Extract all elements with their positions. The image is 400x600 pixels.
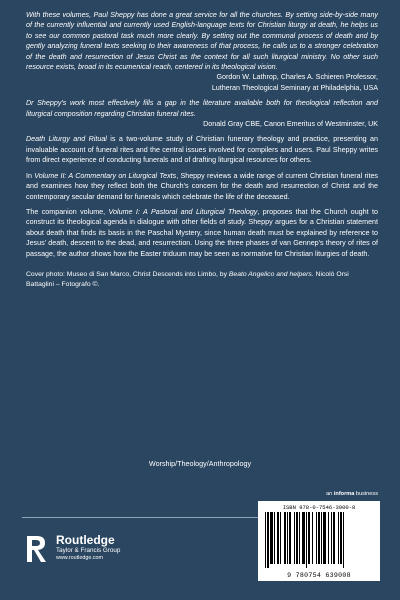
barcode-bar <box>312 512 313 564</box>
informa-brand: informa <box>333 491 355 497</box>
barcode-bar <box>331 512 332 564</box>
informa-tail: business <box>354 491 378 497</box>
description-paragraph-2-lead: In <box>26 171 35 180</box>
informa-business-mark <box>326 491 378 497</box>
description-paragraph-2-text: , Sheppy reviews a wide range of current Christian funeral rites and examines how they reflect both the Church's concern for the death and resurrection of Christ and the contemporary secular demand for funerals which celebrate the life of the deceased. <box>26 171 378 201</box>
subject-categories: Worship/Theology/Anthropology <box>148 459 252 468</box>
barcode-bar <box>318 512 320 564</box>
publisher-url: www.routledge.com <box>56 555 104 561</box>
back-cover-text <box>26 10 378 290</box>
description-paragraph-3 <box>26 207 378 259</box>
barcode-bar <box>321 512 322 564</box>
description-paragraph-1-text: is a two-volume study of Christian funerary theology and practice, presenting an invaluable account of funeral rites and the central issues involved for compilers and users. Paul Sheppy writes from direct experience of conducting funerals and of drafting liturgical resources for others. <box>26 135 379 165</box>
endorsement-lathrop: With these volumes, Paul Sheppy has done a great service for all the churches. By setting side-by-side many of the currently influential and currently used English-language texts for Christian liturgy at death, he helps us to see our common pastoral task much more clearly. By setting out the communal process of death and by gently analyzing funeral texts seeking to their awareness of that process, he calls us to a stronger celebration of the death and resurrection of Jesus Christ as the context for all such liturgical ministry. No other such resource exists, broad in its ecumenical reach, centered in its theological vision. <box>26 11 378 72</box>
barcode-bar <box>308 512 310 564</box>
description-paragraph-1 <box>26 134 378 165</box>
barcode-bar <box>323 512 326 564</box>
barcode-bar <box>338 512 339 564</box>
divider <box>22 517 272 518</box>
barcode-bar <box>299 512 300 564</box>
barcode-bar <box>302 512 305 564</box>
barcode-bars <box>264 512 374 568</box>
description-paragraph-2 <box>26 171 378 202</box>
cover-photo-credit <box>26 270 378 290</box>
attribution-lathrop-affiliation: Lutheran Theological Seminary at Philadelphia, USA <box>211 83 378 92</box>
barcode-bar <box>316 512 317 564</box>
barcode-bar <box>277 512 279 564</box>
barcode-bar <box>265 512 266 568</box>
barcode-bar <box>296 512 298 564</box>
book-title: Death Liturgy and Ritual <box>26 135 107 144</box>
endorsement-gray: Dr Sheppy's work most effectively fills a gap in the literature available both for theological reflection and liturgical composition regarding Christian funeral rites. <box>26 99 378 118</box>
volume-2-title: Volume II: A Commentary on Liturgical Texts <box>34 171 177 180</box>
barcode-bar <box>287 512 288 564</box>
barcode-bar <box>289 512 291 564</box>
barcode-bar <box>343 512 344 568</box>
barcode-bar <box>267 512 269 568</box>
barcode-bar <box>270 512 273 564</box>
informa-lead: an <box>326 491 334 497</box>
attribution-gray: Donald Gray CBE, Canon Emeritus of Westminster, UK <box>203 120 378 129</box>
barcode-bar <box>328 512 329 564</box>
isbn-label: ISBN 978-0-7546-3900-8 <box>282 504 356 511</box>
description-paragraph-3-lead: The companion volume, <box>26 207 109 216</box>
volume-1-title: Volume I: A Pastoral and Liturgical Theology <box>108 207 258 216</box>
publisher-logo <box>24 532 120 564</box>
barcode-bar <box>333 512 335 564</box>
description-paragraph-3-text: , proposes that the Church ought to construct its theological agenda in dialogue with other fields of study. Sheppy argues for a Christian statement about death that finds its basis in the Paschal Mystery, since human death must be explained by reference to Jesus' death, descent to the dead, and resurrection. Using the three phases of van Gennep's theory of rites of passage, the author shows how the Easter triduum may be seen as normative for Christian liturgies of death. <box>26 207 378 258</box>
barcode-bar <box>340 512 342 564</box>
barcode-bar <box>284 512 286 564</box>
publisher-group: Taylor & Francis Group <box>56 547 121 554</box>
publisher-name: Routledge <box>56 533 115 547</box>
cover-photo-artist: Beato Angelico and helpers <box>228 270 312 278</box>
isbn-barcode <box>258 501 380 581</box>
barcode-bar <box>294 512 295 564</box>
barcode-bar <box>274 512 275 564</box>
cover-photo-lead: Cover photo: Museo di San Marco, Christ Descends into Limbo, by <box>26 270 229 278</box>
cover-photo-tail: . Nicolò Orsi Battaglini – Fotografo ©. <box>26 270 349 288</box>
barcode-bar <box>306 512 307 568</box>
barcode-digits: 9 780754 639008 <box>287 572 351 579</box>
routledge-logo-icon <box>24 532 50 564</box>
attribution-lathrop-name: Gordon W. Lathrop, Charles A. Schieren Professor, <box>216 73 378 82</box>
barcode-bar <box>280 512 281 564</box>
